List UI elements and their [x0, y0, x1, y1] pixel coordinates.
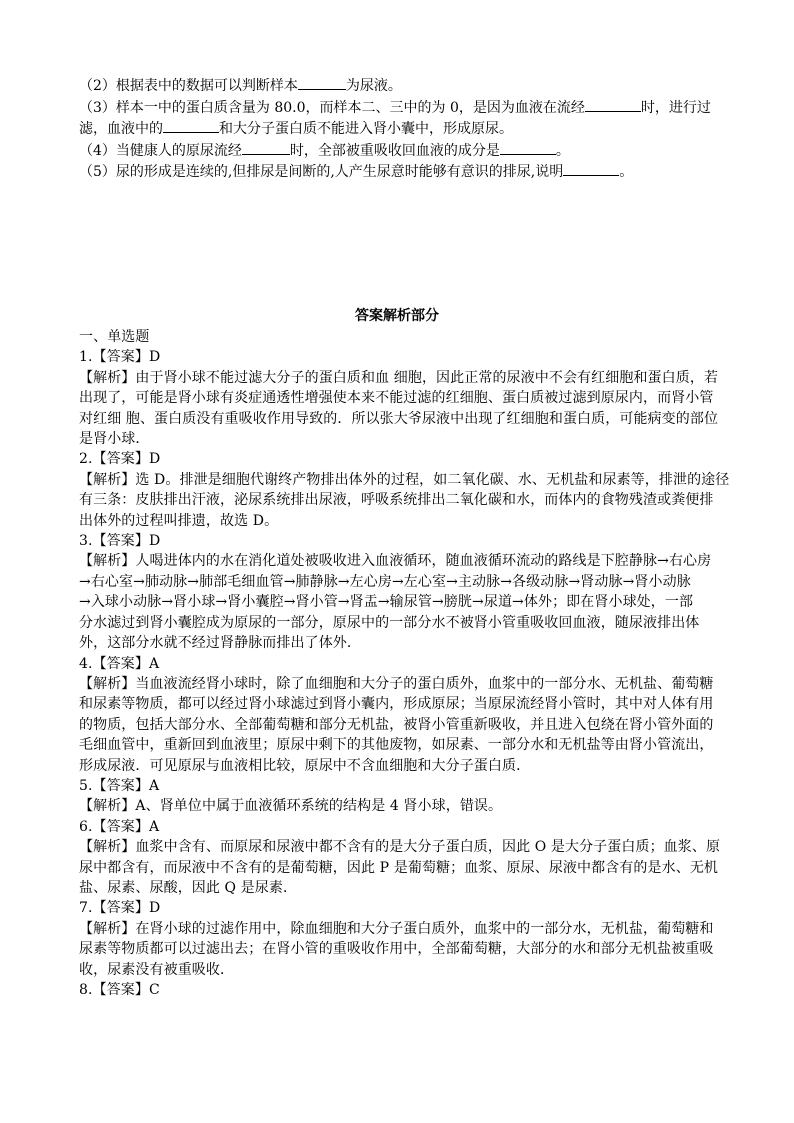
question-line: [79, 119, 719, 141]
answer-blank: [500, 141, 556, 155]
answer-line: 外，这部分水就不经过肾静脉而排出了体外．: [79, 635, 361, 652]
question-section: [79, 76, 719, 184]
answer-blank: [298, 76, 346, 90]
answer-line: 【解析】当血液流经肾小球时，除了血细胞和大分子的蛋白质外，血浆中的一部分水、无机盐、葡萄糖: [79, 675, 714, 692]
question-text: 滤，血液中的: [79, 121, 163, 137]
question-text: 为尿液。: [345, 78, 402, 94]
answer-line: 对红细 胞、蛋白质没有重吸收作用导致的．所以张大爷尿液中出现了红细胞和蛋白质，可能病变的部位: [79, 410, 719, 427]
question-text: 时，进行过: [640, 99, 711, 116]
answer-blank: [163, 119, 219, 133]
question-line: [79, 141, 719, 163]
question-line: [79, 98, 719, 120]
answer-line: 形成尿液．可见原尿与血液相比较，原尿中不含血细胞和大分子蛋白质．: [79, 757, 531, 774]
answer-line: 一、单选题: [79, 329, 150, 345]
answer-line: 出现了，可能是肾小球有炎症通透性增强使本来不能过滤的红细胞、蛋白质被过滤到原尿内，而肾小管: [79, 390, 714, 407]
question-text: 。: [555, 142, 570, 159]
question-text: （5）尿的形成是连续的,但排尿是间断的,人产生尿意时能够有意识的排尿,说明: [79, 164, 564, 180]
answer-line: 出体外的过程叫排遗，故选 D。: [79, 512, 279, 529]
answer-line: 5.【答案】A: [79, 777, 160, 794]
answer-line: 尿中都含有，而尿液中不含有的是葡萄糖，因此 P 是葡萄糖；血浆、原尿、尿液中都含有的是水、无机: [79, 859, 719, 876]
answer-line: 盐、尿素、尿酸，因此 Q 是尿素．: [79, 879, 298, 896]
answer-section-title: 答案解析部分: [355, 308, 439, 324]
answer-line: 毛细血管中，重新回到血液里；原尿中剩下的其他废物，如尿素、一部分水和无机盐等由肾小管流出，: [79, 737, 714, 754]
answer-section: [79, 327, 730, 1000]
question-text: （4）当健康人的原尿流经: [79, 142, 242, 159]
question-line: [79, 76, 719, 98]
answer-line: 尿素等物质都可以过滤出去；在肾小管的重吸收作用中，全部葡萄糖，大部分的水和部分无机盐被重吸: [79, 941, 714, 958]
answer-line: 6.【答案】A: [79, 818, 160, 835]
question-text: 时，全部被重吸收回血液的成分是: [289, 142, 500, 159]
question-text: （2）根据表中的数据可以判断样本: [79, 78, 298, 94]
answer-line: 分水滤过到肾小囊腔成为原尿的一部分，原尿中的一部分水不被肾小管重吸收回血液，随尿液排出体: [79, 614, 700, 631]
answer-line: 和尿素等物质，都可以经过肾小球滤过到肾小囊内，形成原尿；当原尿流经肾小管时，其中对人体有用: [79, 696, 714, 713]
answer-blank: [563, 162, 619, 176]
answer-line: 的物质，包括大部分水、全部葡萄糖和部分无机盐，被肾小管重新吸收，并且进入包绕在肾小管外面的: [79, 716, 714, 733]
answer-line: 3.【答案】D: [79, 533, 161, 550]
answer-line: 收，尿素没有被重吸收．: [79, 961, 235, 978]
answer-line: →右心室→肺动脉→肺部毛细血管→肺静脉→左心房→左心室→主动脉→各级动脉→肾动脉→肾小动脉: [79, 573, 691, 590]
answer-line: →入球小动脉→肾小球→肾小囊腔→肾小管→肾盂→输尿管→膀胱→尿道→体外；即在肾小球处，一部: [79, 594, 694, 611]
answer-line: 2.【答案】D: [79, 451, 161, 468]
answer-line: 【解析】A、肾单位中属于血液循环系统的结构是 4 肾小球，错误。: [79, 798, 503, 815]
answer-line: 【解析】选 D。排泄是细胞代谢终产物排出体外的过程，如二氧化碳、水、无机盐和尿素等，排泄的途径: [79, 471, 730, 488]
answer-blank: [242, 141, 290, 155]
answer-line: 【解析】人喝进体内的水在消化道处被吸收进入血液循环，随血液循环流动的路线是下腔静脉→右心房: [79, 553, 712, 570]
question-text: （3）样本一中的蛋白质含量为 80.0，而样本二、三中的为 0，是因为血液在流经: [79, 99, 585, 116]
question-text: 。: [619, 164, 634, 180]
answer-line: 8.【答案】C: [79, 982, 160, 998]
answer-line: 【解析】血浆中含有、而原尿和尿液中都不含有的是大分子蛋白质，因此 O 是大分子蛋白质；血浆、原: [79, 839, 721, 856]
answer-line: 是肾小球．: [79, 431, 150, 448]
question-line: [79, 162, 719, 184]
answer-line: 4.【答案】A: [79, 655, 160, 672]
answer-line: 【解析】在肾小球的过滤作用中，除血细胞和大分子蛋白质外，血浆中的一部分水，无机盐，葡萄糖和: [79, 920, 714, 937]
answer-blank: [585, 98, 641, 112]
answer-line: 1.【答案】D: [79, 349, 161, 366]
answer-line: 7.【答案】D: [79, 900, 161, 917]
answer-line: 有三条：皮肤排出汗液，泌尿系统排出尿液，呼吸系统排出二氧化碳和水，而体内的食物残渣或粪便排: [79, 492, 714, 509]
answer-line: 【解析】由于肾小球不能过滤大分子的蛋白质和血 细胞，因此正常的尿液中不会有红细胞和蛋白质，若: [79, 369, 719, 386]
question-text: 和大分子蛋白质不能进入肾小囊中，形成原尿。: [219, 121, 513, 137]
